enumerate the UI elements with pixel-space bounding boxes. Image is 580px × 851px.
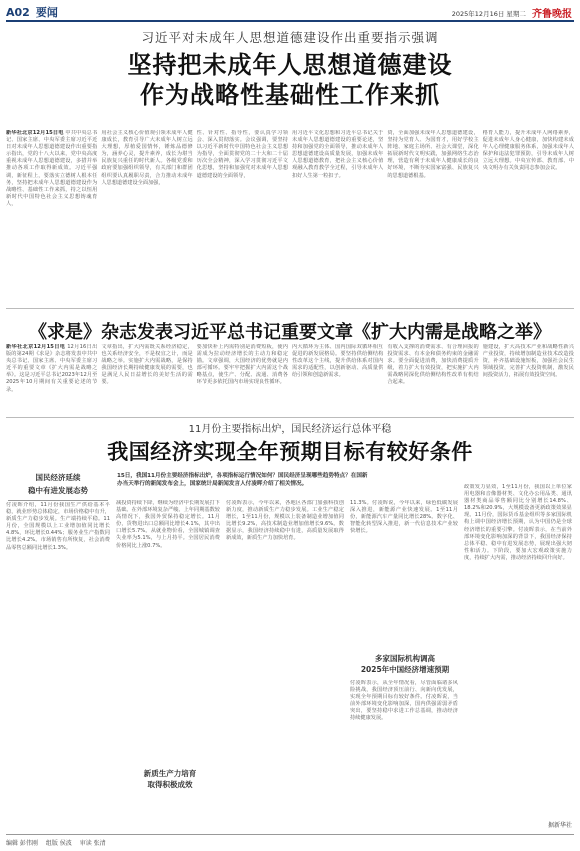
story2-dateline: 新华社北京12月15日电 [6, 344, 66, 350]
subhead-line: 取得积极成效 [147, 780, 193, 789]
story1-body [6, 130, 574, 300]
story2-column: 施建设，扩大高技术产业和战略性新兴产业投资，持续增加制造业技术改造投资，补齐基础设施短板，加强社会民生领域投资，完善扩大投资机制，激发民间投资活力，拓展有效投资空间。 [482, 344, 574, 379]
subhead-line: 新质生产力培育 [143, 769, 197, 778]
story2-column: 内大循环为主体、国内国际双循环相互促进的新发展格局。要坚持供给侧结构性改革这个主线，提升供给体系对国内需求的适配性，以创新驱动、高质量供给引领和创造新需求。 [291, 344, 384, 379]
page-number: A02 [6, 6, 30, 19]
story1-column: 格育人能力，提升未成年人网络素养，促进未成年人身心健康，加快构建未成年人心理健康服务体系，加强未成年人保护和违法犯罪预防，引导未成年人树立远大理想。中央宣传部、教育部、中央文明办有关负责同志参加会议。 [482, 130, 574, 172]
story2-column: 文章指出，扩大内需既关系经济稳定，也关系经济安全，不是权宜之计，而是战略之举。实施扩大内需战略，是保持我国经济长期持续健康发展的需要，也是满足人民日益增长的美好生活的需要。 [101, 344, 193, 386]
story2-column [6, 344, 97, 416]
summary-line: 15日，我国11月份主要经济指标出炉，各项指标运行情况如何？国民经济呈现哪些趋势特点？在国新 [117, 473, 368, 479]
story3-column: 减投资持续下降，继续为经济中长期发展打下基础。在外部环境复杂严峻、上年同期基数较高情况下，我国外贸保持稳定增长。11月份，货物进出口总额同比增长4.1%，其中出口增长5.7%。从就业物价看，全国城镇调查失业率为5.1%，与上月持平。全国居民消费价格同比上涨0.7%。 [116, 500, 220, 549]
story3-headline: 我国经济实现全年预期目标有较好条件 [107, 439, 473, 464]
story3-column: 付凌晖表示，今年以来，各地区各部门加强科技创新力度，推动新质生产力稳步发展。工业生产稳定增长，1至11月份，规模以上装备制造业增加值同比增长9.2%，高技术制造业增加值增长9.6%。数据显示，我国经济持续稳中有进，高质量发展取得新成效，新质生产力加快培育。 [226, 500, 344, 542]
story3-summary [117, 472, 463, 488]
story1-dateline: 新华社北京12月15日电 [6, 130, 64, 136]
story3-kicker: 11月份主要指标出炉，国民经济运行总体平稳 [188, 424, 392, 435]
date-brand [452, 5, 572, 20]
story2-column: 有收入支撑的消费需求、有合理回报的投资需求、有本金和债务约束的金融需求。要全面促进消费，加快消费提质升级，着力扩大有效投资，把实施扩大内需战略同深化供给侧结构性改革有机结合起来。 [387, 344, 479, 386]
masthead-rule [6, 20, 574, 22]
story1-headline-line1: 坚持把未成年人思想道德建设 [127, 50, 453, 79]
subhead-line: 多家国际机构调高 [375, 654, 435, 663]
story3-column: 付凌晖表示，从全年情况看，尽管面临诸多风险挑战，我国经济顶压前行、向新向优发展，实现全年预期目标有较好条件。付凌晖说，当前外部环境变化影响加深，国内供强需弱矛盾突出，要坚持稳中求进工作总基调，推动经济持续健康发展。 [350, 680, 458, 722]
story2-body [6, 344, 574, 416]
footer [6, 838, 112, 847]
sidebar-rule [8, 500, 108, 501]
divider [6, 417, 574, 418]
designer-credit: 组版 侯波 [45, 840, 72, 847]
summary-line: 办当天举行的新闻发布会上，国家统计局新闻发言人付凌晖介绍了相关情况。 [117, 481, 308, 487]
story3-subhead [350, 653, 460, 675]
issue-weekday: 星期二 [506, 10, 526, 18]
section-name: 要闻 [35, 6, 58, 19]
story1-column: 资，全面加强未成年人思想道德建设，坚持为党育人、为国育才，用好学校主阵地、家庭主场所、社会大课堂，深化拓展新时代文明实践，加强网络生态治理，营造有利于未成年人健康成长的良好环境，不断夯实国家富强、民族复兴的思想道德根基。 [387, 130, 479, 179]
story1-column: 性、针对性、指导性，要认真学习领会、深入贯彻落实。会议强调，要坚持以习近平新时代中国特色社会主义思想为指导，全面贯彻党的二十大和二十届历次全会精神，深入学习贯彻习近平文化思想，坚持和加强党对未成年人思想道德建设的全面领导， [196, 130, 288, 179]
subhead-line: 2025年中国经济增速预期 [360, 665, 450, 674]
story1-column: 用社会主义核心价值观引领未成年人健康成长，教育引导广大未成年人树立远大理想，厚植爱国情怀，锤炼品德修为，涵养心灵，提升素养，成长为堪当民族复兴重任的时代新人。各级党委和政府要加强组织领导，有关部门和群团组织要认真履职尽责，合力推动未成年人思想道德建设全面加强， [101, 130, 193, 186]
story2-headline: 《求是》杂志发表习近平总书记重要文章《扩大内需是战略之举》 [29, 322, 551, 343]
story1-headline [0, 50, 580, 110]
story1-kicker: 习近平对未成年人思想道德建设作出重要指示强调 [141, 30, 439, 45]
story1-headline-line2: 作为战略性基础性工作来抓 [140, 80, 440, 109]
story1-column [6, 130, 97, 300]
story3-column: 付凌晖介绍，11月份我国生产供给基本平稳，就业形势总体稳定，市场价格稳中有升，新质生产力稳步发展。生产端持续平稳。11月份，全国规模以上工业增加值同比增长4.8%，环比增长0.44%；服务业生产指数同比增长4.2%。市场销售有所恢复，社会消费品零售总额同比增长1.3%。 [6, 502, 110, 551]
story3-credit: 据新华社 [547, 822, 572, 829]
editor-credit: 编辑 彭伟刚 [6, 840, 38, 847]
story1-column: 用习近平文化思想和习近平总书记关于未成年人思想道德建设的重要论述，坚持和加强党的全面领导，推动未成年人思想道德建设高质量发展，加强未成年人思想道德教育，把社会主义核心价值观融入教育教学全过程，引导未成年人扣好人生第一粒扣子。 [291, 130, 384, 179]
proofreader-credit: 审读 张清 [79, 840, 106, 847]
story3-column: 政策发力显效，1至11月份，我国以上单位家用电器和音像器材类、文化办公用品类、通讯器材类商品零售额同比分别增长14.8%、18.2%和20.9%，大规模设备更新政策效果显现。11月份，国际货币基金组织等多家国际机构上调中国经济增长预期，认为中国仍是全球经济增长的重要引擎。付凌晖表示，在当前外部环境变化影响加深的背景下，我国经济保持总体平稳、稳中有进发展态势，展现出强大韧性和活力。下阶段，要加大宏观政策实施力度，持续扩大内需，推动经济持续回升向好。 [464, 484, 572, 561]
footer-rule [6, 834, 574, 835]
newspaper-logo: 齐鲁晚报 [532, 9, 572, 20]
sidebar-title-line1: 国民经济延续 [35, 473, 81, 482]
page-section-label [6, 4, 58, 20]
story2-column: 要加快补上内需特别是消费短板，使内需成为拉动经济增长的主动力和稳定锚。文章强调，大国经济的优势就是内部可循环。要牢牢把握扩大内需这个战略基点，使生产、分配、流通、消费各环节更多依托国内市场实现良性循环。 [196, 344, 288, 386]
masthead [0, 0, 580, 22]
story2-text: 12月16日出版的第24期《求是》杂志将发表中共中央总书记、国家主席、中央军委主席习近平的重要文章《扩大内需是战略之举》。这是习近平总书记2023年12月至2025年10月期间有关重要论述的节录。 [6, 344, 98, 393]
story3-subhead [114, 768, 226, 790]
story3-column: 11.3%。付凌晖说，今年以来，绿色低碳发展深入推进，新能源产业快速发展。1至11月份，新能源汽车产量同比增长28%。数字化、智能化转型深入推进，新一代信息技术产业较快增长。 [350, 500, 458, 535]
sidebar-title-line2: 稳中有进发展态势 [28, 486, 88, 495]
story1-text: 中共中央总书记、国家主席、中央军委主席习近平近日对未成年人思想道德建设作出重要指示指出，党的十八大以来，党中央高度重视未成年人思想道德建设，多措并举推动各项工作取得新成效。习近平强调，新征程上，要落实立德树人根本任务，坚持把未成年人思想道德建设作为战略性、基础性工作来抓，持之以恒用新时代中国特色社会主义思想铸魂育人， [6, 130, 98, 207]
divider [6, 308, 574, 309]
story3-sidebar-heading [8, 472, 108, 501]
issue-date: 2025年12月16日 [451, 10, 505, 18]
